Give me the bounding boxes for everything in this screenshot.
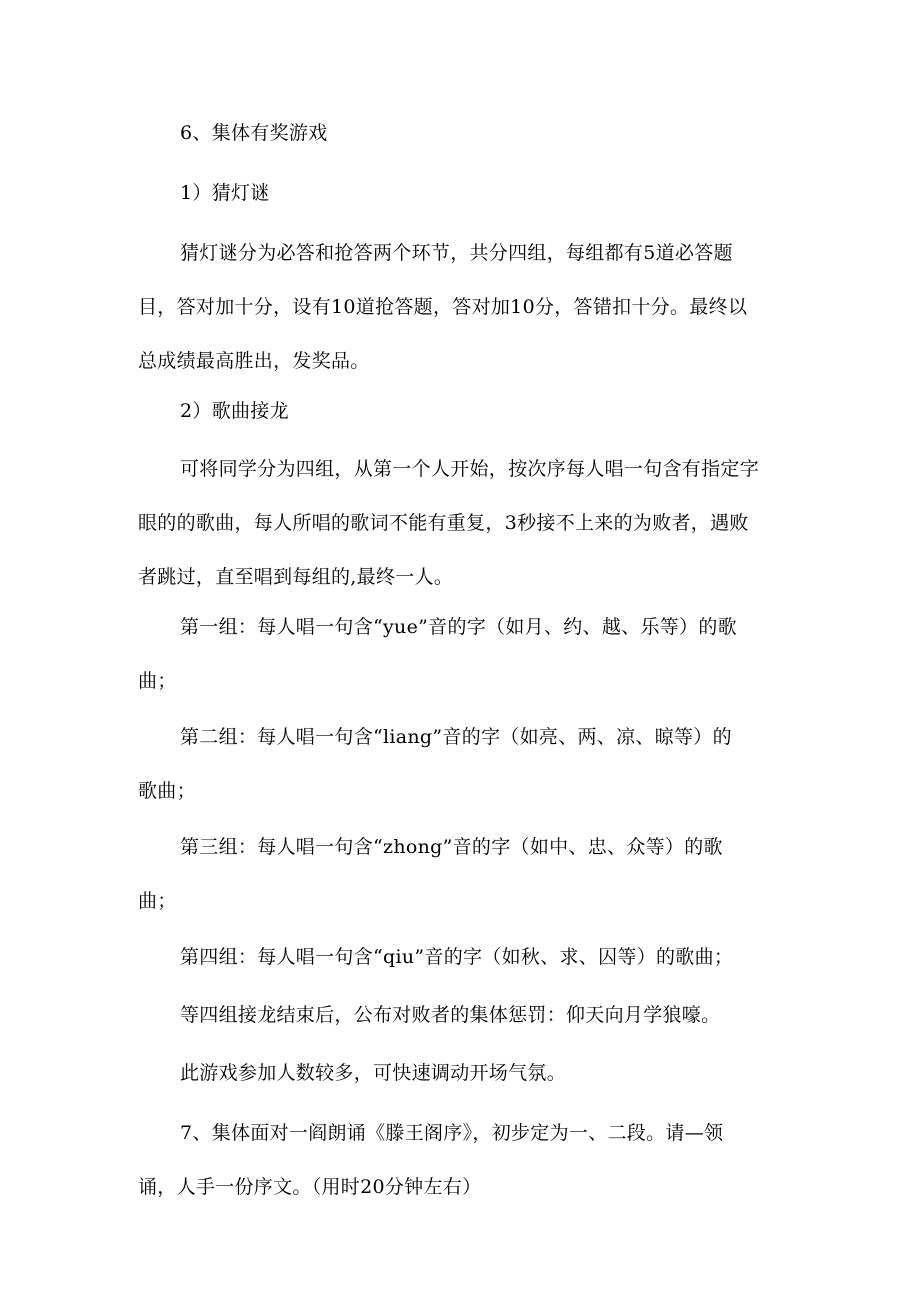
text-line: 歌曲； (138, 780, 196, 802)
text-line: 1）猜灯谜 (180, 182, 270, 204)
text-line: 目，答对加十分，设有10道抢答题，答对加10分，答错扣十分。最终以 (138, 296, 748, 318)
paragraph-punishment (138, 988, 788, 1042)
text-line: 总成绩最高胜出，发奖品。 (138, 350, 370, 372)
subheading-song-relay (138, 384, 788, 438)
paragraph-group-4 (138, 930, 788, 984)
text-line: 曲； (138, 670, 177, 692)
text-line: 7、集体面对一阎朗诵《滕王阁序》，初步定为一、二段。请—领 (180, 1122, 724, 1144)
text-line: 第三组：每人唱一句含“zhong”音的字（如中、忠、众等）的歌 (180, 836, 723, 858)
paragraph-group-2 (138, 710, 788, 818)
text-line: 第四组：每人唱一句含“qiu”音的字（如秋、求、囚等）的歌曲； (180, 946, 734, 968)
paragraph-atmosphere (138, 1046, 788, 1100)
text-line: 等四组接龙结束后，公布对败者的集体惩罚：仰天向月学狼嚎。 (180, 1004, 721, 1026)
subheading-riddles (138, 166, 788, 220)
text-line: 2）歌曲接龙 (180, 400, 289, 422)
section-recitation-7 (138, 1106, 788, 1214)
text-line: 曲； (138, 890, 177, 912)
text-line: 可将同学分为四组，从第一个人开始，按次序每人唱一句含有指定字 (180, 458, 760, 480)
paragraph-song-relay (138, 442, 788, 604)
text-line: 者跳过，直至唱到每组的,最终一人。 (138, 566, 454, 588)
paragraph-group-3 (138, 820, 788, 928)
text-line: 第一组：每人唱一句含“yue”音的字（如月、约、越、乐等）的歌 (180, 616, 737, 638)
paragraph-group-1 (138, 600, 788, 708)
text-line: 此游戏参加人数较多，可快速调动开场气氛。 (180, 1062, 567, 1084)
text-line: 猜灯谜分为必答和抢答两个环节，共分四组，每组都有5道必答题 (180, 242, 733, 264)
paragraph-riddles (138, 226, 788, 388)
section-heading-6 (138, 106, 788, 160)
text-line: 6、集体有奖游戏 (180, 122, 328, 144)
text-line: 诵，人手一份序文。（用时20分钟左右） (138, 1176, 482, 1198)
text-line: 眼的的歌曲，每人所唱的歌词不能有重复，3秒接不上来的为败者，遇败 (138, 512, 749, 534)
text-line: 第二组：每人唱一句含“liang”音的字（如亮、两、凉、晾等）的 (180, 726, 732, 748)
